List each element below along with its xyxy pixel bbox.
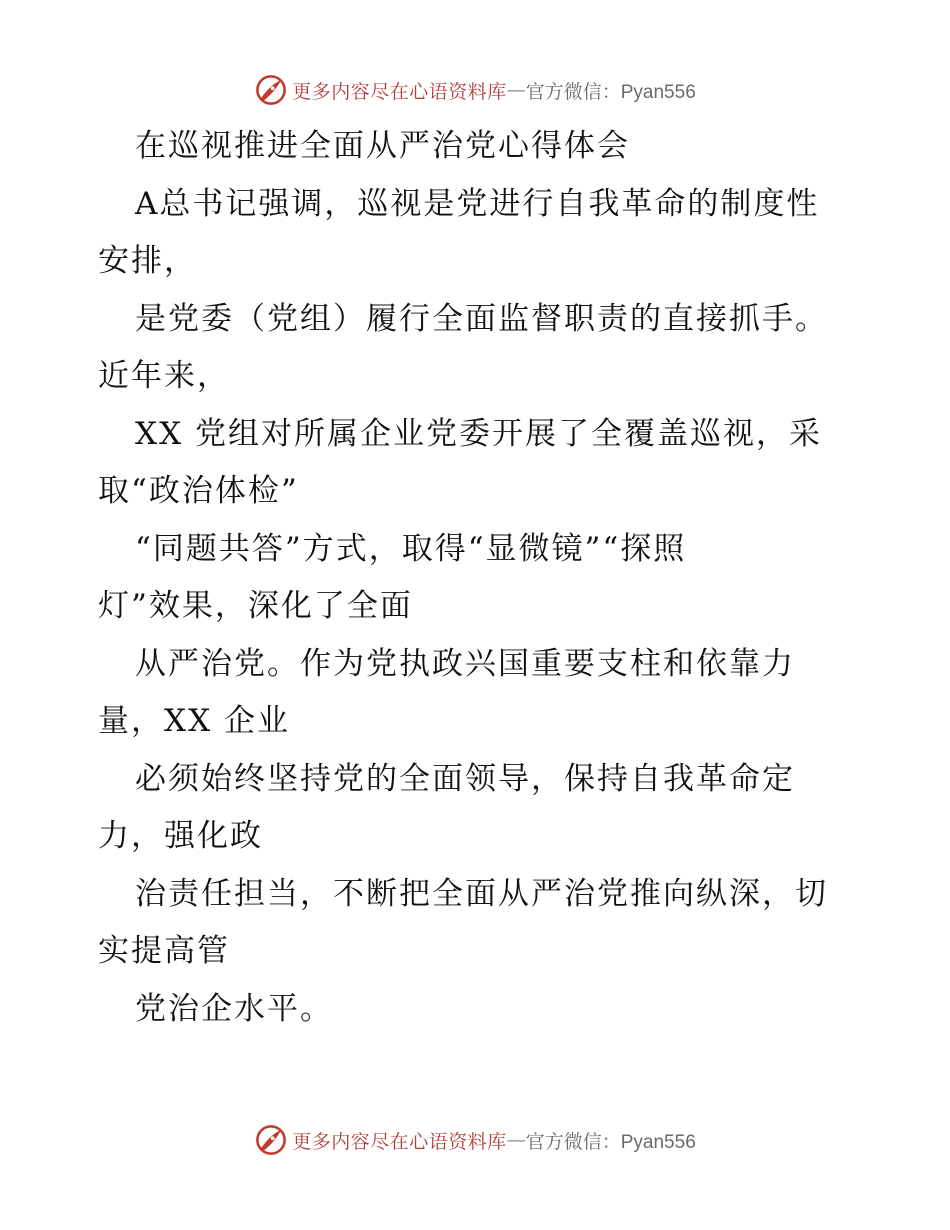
footer-banner (0, 1120, 950, 1160)
document-title: 在巡视推进全面从严治党心得体会 (135, 128, 630, 164)
text-line: A总书记强调，巡视是党进行自我革命的制度性 (135, 185, 820, 222)
text-line: 灯”效果，深化了全面 (98, 588, 413, 624)
pen-nib-logo-icon (254, 73, 288, 107)
header-banner (0, 70, 950, 110)
text-line: 从严治党。作为党执政兴国重要支柱和依靠力 (135, 645, 795, 682)
pen-nib-logo-icon (254, 1123, 288, 1157)
banner-wechat: 官方微信：Pyan556 (525, 81, 696, 103)
text-line: 力，强化政 (98, 818, 263, 854)
banner-separator: — (506, 79, 526, 101)
text-line: “同题共答”方式，取得“显微镜”“探照 (135, 530, 687, 567)
banner-wechat: 官方微信：Pyan556 (525, 1131, 696, 1153)
document-body (98, 118, 858, 1038)
text-line: 实提高管 (98, 933, 230, 969)
text-line: 是党委（党组）履行全面监督职责的直接抓手。 (135, 300, 828, 337)
text-line: 近年来， (98, 358, 230, 394)
text-line: 党治企水平。 (135, 990, 333, 1027)
text-line: 取“政治体检” (98, 473, 299, 509)
text-line: 量，XX 企业 (98, 703, 290, 739)
banner-text: 更多内容尽在心语资料库 (292, 80, 507, 103)
text-line: 治责任担当，不断把全面从严治党推向纵深，切 (135, 875, 828, 912)
banner-text: 更多内容尽在心语资料库 (292, 1130, 507, 1153)
text-line: XX 党组对所属企业党委开展了全覆盖巡视，采 (135, 415, 822, 452)
text-line: 安排， (98, 243, 197, 279)
text-line: 必须始终坚持党的全面领导，保持自我革命定 (135, 760, 795, 797)
banner-separator: — (506, 1129, 526, 1151)
